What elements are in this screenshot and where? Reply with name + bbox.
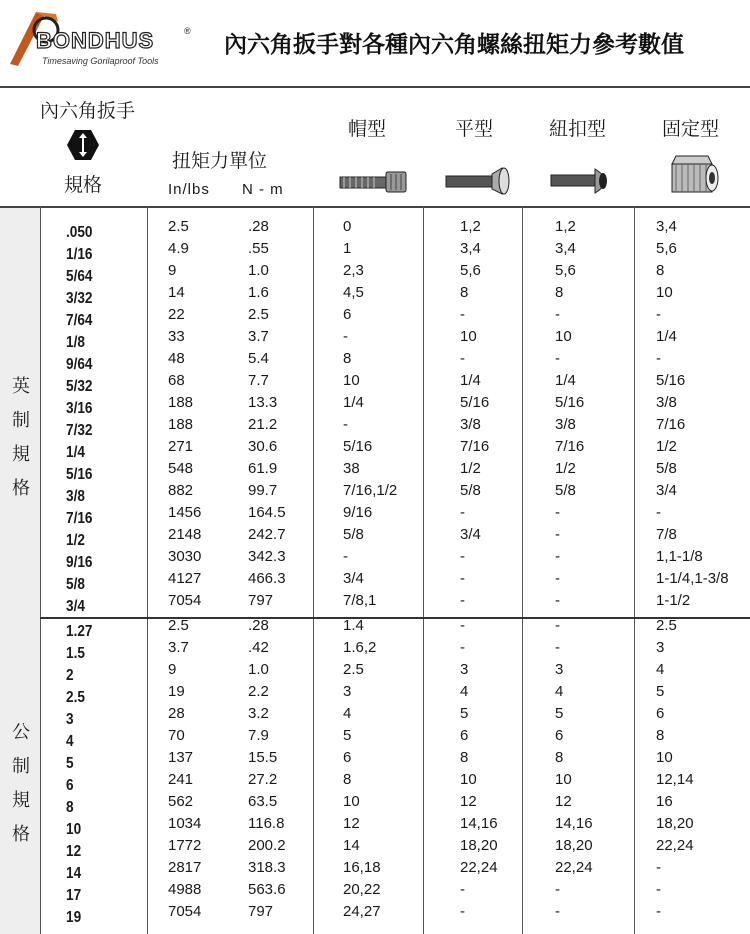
set-cell: 1,1-1/8	[656, 548, 703, 565]
button-cell: 5	[555, 705, 564, 722]
flat-cell: 12	[460, 793, 477, 810]
set-cell: -	[656, 903, 661, 920]
size-cell: 2	[66, 667, 74, 684]
size-cell: 19	[66, 909, 82, 926]
button-cell: 3/8	[555, 416, 576, 433]
button-cell: 12	[555, 793, 572, 810]
set-cell: 12,14	[656, 771, 694, 788]
button-cell: 1/2	[555, 460, 576, 477]
cap-cell: 5/8	[343, 526, 364, 543]
flat-cell: 7/16	[460, 438, 490, 455]
column-divider	[313, 206, 314, 934]
cap-cell: 3/4	[343, 570, 364, 587]
inlbs-cell: 9	[168, 262, 177, 279]
button-cell: 8	[555, 749, 564, 766]
flat-cell: 4	[460, 683, 469, 700]
flat-cell: 8	[460, 749, 469, 766]
button-cell: 18,20	[555, 837, 593, 854]
inlbs-cell: 548	[168, 460, 194, 477]
button-cell: 5,6	[555, 262, 576, 279]
header-cap: 帽型	[348, 118, 387, 140]
size-cell: 5/64	[66, 268, 93, 285]
button-cell: 1/4	[555, 372, 576, 389]
flat-cell: 6	[460, 727, 469, 744]
nm-cell: 21.2	[248, 416, 278, 433]
cap-cell: 3	[343, 683, 352, 700]
size-cell: 2.5	[66, 689, 85, 706]
button-cell: 8	[555, 284, 564, 301]
flat-cell: -	[460, 306, 465, 323]
set-cell: 10	[656, 749, 673, 766]
flat-cell: 1,2	[460, 218, 481, 235]
inlbs-cell: 2148	[168, 526, 202, 543]
size-cell: 3	[66, 711, 74, 728]
flat-cell: -	[460, 548, 465, 565]
set-cell: -	[656, 881, 661, 898]
cap-cell: 4	[343, 705, 352, 722]
cap-cell: 6	[343, 306, 352, 323]
cap-cell: 5	[343, 727, 352, 744]
inlbs-cell: 68	[168, 372, 185, 389]
flat-cell: 22,24	[460, 859, 498, 876]
inlbs-cell: 28	[168, 705, 185, 722]
set-cell: 18,20	[656, 815, 694, 832]
header-set: 固定型	[662, 118, 720, 140]
set-cell: 7/16	[656, 416, 686, 433]
inlbs-cell: 3.7	[168, 639, 189, 656]
nm-cell: .28	[248, 218, 269, 235]
flat-cell: 3	[460, 661, 469, 678]
set-cell: 1/4	[656, 328, 677, 345]
size-cell: 5/32	[66, 378, 93, 395]
inlbs-cell: 188	[168, 394, 194, 411]
size-cell: .050	[66, 224, 93, 241]
nm-cell: 242.7	[248, 526, 286, 543]
brand-name: BONDHUS	[36, 28, 155, 53]
button-cell: 7/16	[555, 438, 585, 455]
size-cell: 1.27	[66, 623, 93, 640]
nm-cell: 342.3	[248, 548, 286, 565]
cap-cell: -	[343, 328, 348, 345]
size-cell: 9/16	[66, 554, 93, 571]
flat-cell: 3/8	[460, 416, 481, 433]
header-wrench: 內六角扳手	[40, 100, 136, 122]
nm-cell: 5.4	[248, 350, 269, 367]
flat-cell: -	[460, 592, 465, 609]
flat-cell: -	[460, 504, 465, 521]
cap-cell: 24,27	[343, 903, 381, 920]
header-unit-inlbs: In/lbs	[168, 181, 210, 198]
flat-cell: -	[460, 639, 465, 656]
inlbs-cell: 19	[168, 683, 185, 700]
header-size: 規格	[64, 174, 103, 196]
inlbs-cell: 137	[168, 749, 194, 766]
header-button: 紐扣型	[549, 118, 607, 140]
column-divider	[634, 206, 635, 934]
size-cell: 1/2	[66, 532, 85, 549]
nm-cell: 13.3	[248, 394, 278, 411]
set-cell: 22,24	[656, 837, 694, 854]
cap-cell: 20,22	[343, 881, 381, 898]
column-divider	[522, 206, 523, 934]
size-cell: 1/8	[66, 334, 85, 351]
inlbs-cell: 33	[168, 328, 185, 345]
nm-cell: .42	[248, 639, 269, 656]
size-cell: 6	[66, 777, 74, 794]
set-cell: 1/2	[656, 438, 677, 455]
button-cell: 4	[555, 683, 564, 700]
nm-cell: 99.7	[248, 482, 278, 499]
group-metric-char: 公	[12, 722, 30, 743]
header-flat: 平型	[455, 118, 494, 140]
cap-cell: 1/4	[343, 394, 364, 411]
button-cell: 10	[555, 771, 572, 788]
cap-cell: 1.6,2	[343, 639, 377, 656]
set-cell: -	[656, 859, 661, 876]
size-cell: 10	[66, 821, 82, 838]
cap-cell: 4,5	[343, 284, 364, 301]
cap-cell: 1	[343, 240, 352, 257]
flat-cell: 8	[460, 284, 469, 301]
cap-cell: 8	[343, 771, 352, 788]
button-cell: -	[555, 592, 560, 609]
nm-cell: 1.0	[248, 661, 269, 678]
set-cell: 3/4	[656, 482, 677, 499]
set-cell: -	[656, 350, 661, 367]
header-top-rule	[0, 86, 750, 88]
size-cell: 5/8	[66, 576, 85, 593]
cap-cell: 12	[343, 815, 360, 832]
button-cell: -	[555, 570, 560, 587]
set-cell: 16	[656, 793, 673, 810]
column-divider	[147, 206, 148, 934]
bondhus-logo	[6, 6, 196, 68]
cap-cell: 16,18	[343, 859, 381, 876]
nm-cell: 61.9	[248, 460, 278, 477]
button-cell: 6	[555, 727, 564, 744]
nm-cell: 797	[248, 592, 274, 609]
flat-cell: 1/4	[460, 372, 481, 389]
button-cell: 14,16	[555, 815, 593, 832]
nm-cell: 1.6	[248, 284, 269, 301]
set-cell: 10	[656, 284, 673, 301]
button-cell: -	[555, 350, 560, 367]
inlbs-cell: 3030	[168, 548, 202, 565]
size-cell: 7/32	[66, 422, 93, 439]
group-imperial-char: 格	[12, 478, 30, 499]
cap-cell: 1.4	[343, 617, 364, 634]
size-cell: 8	[66, 799, 74, 816]
inlbs-cell: 2817	[168, 859, 202, 876]
hex-socket-icon	[66, 128, 100, 162]
button-cell: -	[555, 881, 560, 898]
cap-cell: 9/16	[343, 504, 373, 521]
flat-cell: 10	[460, 771, 477, 788]
flat-cell: 5	[460, 705, 469, 722]
flat-cell: -	[460, 881, 465, 898]
set-cell: 1-1/2	[656, 592, 691, 609]
brand-tagline: Timesaving Gorilaproof Tools	[42, 56, 159, 66]
inlbs-cell: 882	[168, 482, 194, 499]
set-screw-icon	[664, 152, 724, 196]
button-cell: 1,2	[555, 218, 576, 235]
inlbs-cell: 1772	[168, 837, 202, 854]
button-screw-icon	[549, 166, 617, 196]
cap-screw-icon	[338, 170, 410, 194]
cap-cell: -	[343, 548, 348, 565]
flat-cell: -	[460, 570, 465, 587]
flat-cell: 5/8	[460, 482, 481, 499]
inlbs-cell: 14	[168, 284, 185, 301]
nm-cell: 116.8	[248, 815, 285, 832]
flat-cell: -	[460, 617, 465, 634]
nm-cell: 164.5	[248, 504, 286, 521]
flat-screw-icon	[444, 166, 512, 196]
inlbs-cell: 48	[168, 350, 185, 367]
set-cell: 2.5	[656, 617, 677, 634]
cap-cell: 38	[343, 460, 360, 477]
inlbs-cell: 271	[168, 438, 194, 455]
size-cell: 3/32	[66, 290, 93, 307]
nm-cell: 3.7	[248, 328, 269, 345]
column-divider	[423, 206, 424, 934]
inlbs-cell: 4988	[168, 881, 202, 898]
size-cell: 12	[66, 843, 82, 860]
button-cell: 10	[555, 328, 572, 345]
size-cell: 7/64	[66, 312, 93, 329]
cap-cell: 7/16,1/2	[343, 482, 398, 499]
set-cell: 3	[656, 639, 665, 656]
set-cell: 4	[656, 661, 665, 678]
cap-cell: 7/8,1	[343, 592, 377, 609]
group-imperial-char: 英	[12, 376, 30, 397]
set-cell: 5	[656, 683, 665, 700]
nm-cell: 797	[248, 903, 274, 920]
group-metric-char: 格	[12, 824, 30, 845]
cap-cell: 2,3	[343, 262, 364, 279]
cap-cell: -	[343, 416, 348, 433]
set-cell: 3,4	[656, 218, 677, 235]
size-cell: 7/16	[66, 510, 93, 527]
inlbs-cell: 4.9	[168, 240, 189, 257]
nm-cell: 7.9	[248, 727, 269, 744]
registered-mark: ®	[184, 26, 191, 36]
button-cell: -	[555, 903, 560, 920]
size-cell: 3/4	[66, 598, 85, 615]
set-cell: 1-1/4,1-3/8	[656, 570, 729, 587]
nm-cell: 15.5	[248, 749, 278, 766]
nm-cell: 466.3	[248, 570, 286, 587]
flat-cell: 10	[460, 328, 477, 345]
nm-cell: 27.2	[248, 771, 278, 788]
flat-cell: 14,16	[460, 815, 498, 832]
button-cell: 22,24	[555, 859, 593, 876]
size-cell: 5/16	[66, 466, 93, 483]
button-cell: 3,4	[555, 240, 576, 257]
cap-cell: 6	[343, 749, 352, 766]
flat-cell: -	[460, 350, 465, 367]
button-cell: -	[555, 504, 560, 521]
button-cell: -	[555, 306, 560, 323]
header-torque-unit: 扭矩力單位	[172, 150, 268, 172]
size-cell: 3/16	[66, 400, 93, 417]
nm-cell: 63.5	[248, 793, 278, 810]
cap-cell: 8	[343, 350, 352, 367]
page-title: 內六角扳手對各種內六角螺絲扭矩力參考數值	[224, 32, 684, 58]
size-cell: 5	[66, 755, 74, 772]
column-divider	[40, 206, 41, 934]
nm-cell: 30.6	[248, 438, 278, 455]
set-cell: -	[656, 306, 661, 323]
inlbs-cell: 4127	[168, 570, 202, 587]
set-cell: 5/8	[656, 460, 677, 477]
size-cell: 17	[66, 887, 82, 904]
flat-cell: 3/4	[460, 526, 481, 543]
header-bottom-rule	[0, 206, 750, 208]
set-cell: 3/8	[656, 394, 677, 411]
size-cell: 1/4	[66, 444, 85, 461]
cap-cell: 10	[343, 793, 360, 810]
nm-cell: 563.6	[248, 881, 286, 898]
size-cell: 1/16	[66, 246, 93, 263]
button-cell: -	[555, 639, 560, 656]
size-cell: 14	[66, 865, 82, 882]
cap-cell: 14	[343, 837, 360, 854]
inlbs-cell: 70	[168, 727, 185, 744]
cap-cell: 2.5	[343, 661, 364, 678]
header-unit-nm: N - m	[242, 181, 284, 198]
size-cell: 9/64	[66, 356, 93, 373]
size-cell: 3/8	[66, 488, 85, 505]
group-metric-char: 制	[12, 756, 30, 777]
set-cell: 5,6	[656, 240, 677, 257]
inlbs-cell: 7054	[168, 903, 202, 920]
inlbs-cell: 2.5	[168, 218, 189, 235]
set-cell: 8	[656, 262, 665, 279]
flat-cell: 5/16	[460, 394, 490, 411]
group-imperial-char: 制	[12, 410, 30, 431]
inlbs-cell: 7054	[168, 592, 202, 609]
nm-cell: 3.2	[248, 705, 269, 722]
nm-cell: 2.5	[248, 306, 269, 323]
cap-cell: 5/16	[343, 438, 373, 455]
inlbs-cell: 1034	[168, 815, 202, 832]
group-imperial-char: 規	[12, 444, 30, 465]
inlbs-cell: 1456	[168, 504, 202, 521]
inlbs-cell: 9	[168, 661, 177, 678]
inlbs-cell: 2.5	[168, 617, 189, 634]
nm-cell: 1.0	[248, 262, 269, 279]
group-separator	[40, 617, 750, 619]
nm-cell: 2.2	[248, 683, 269, 700]
button-cell: 5/8	[555, 482, 576, 499]
inlbs-cell: 188	[168, 416, 194, 433]
set-cell: -	[656, 504, 661, 521]
set-cell: 6	[656, 705, 665, 722]
nm-cell: 200.2	[248, 837, 286, 854]
set-cell: 8	[656, 727, 665, 744]
button-cell: 3	[555, 661, 564, 678]
button-cell: -	[555, 617, 560, 634]
button-cell: -	[555, 526, 560, 543]
flat-cell: 1/2	[460, 460, 481, 477]
size-cell: 4	[66, 733, 74, 750]
set-cell: 5/16	[656, 372, 686, 389]
size-cell: 1.5	[66, 645, 85, 662]
nm-cell: 318.3	[248, 859, 286, 876]
button-cell: -	[555, 548, 560, 565]
button-cell: 5/16	[555, 394, 585, 411]
nm-cell: 7.7	[248, 372, 269, 389]
cap-cell: 0	[343, 218, 352, 235]
flat-cell: 18,20	[460, 837, 498, 854]
nm-cell: .28	[248, 617, 269, 634]
set-cell: 7/8	[656, 526, 677, 543]
inlbs-cell: 562	[168, 793, 194, 810]
inlbs-cell: 22	[168, 306, 185, 323]
inlbs-cell: 241	[168, 771, 194, 788]
flat-cell: 3,4	[460, 240, 481, 257]
flat-cell: -	[460, 903, 465, 920]
flat-cell: 5,6	[460, 262, 481, 279]
nm-cell: .55	[248, 240, 269, 257]
group-metric-char: 規	[12, 790, 30, 811]
cap-cell: 10	[343, 372, 360, 389]
